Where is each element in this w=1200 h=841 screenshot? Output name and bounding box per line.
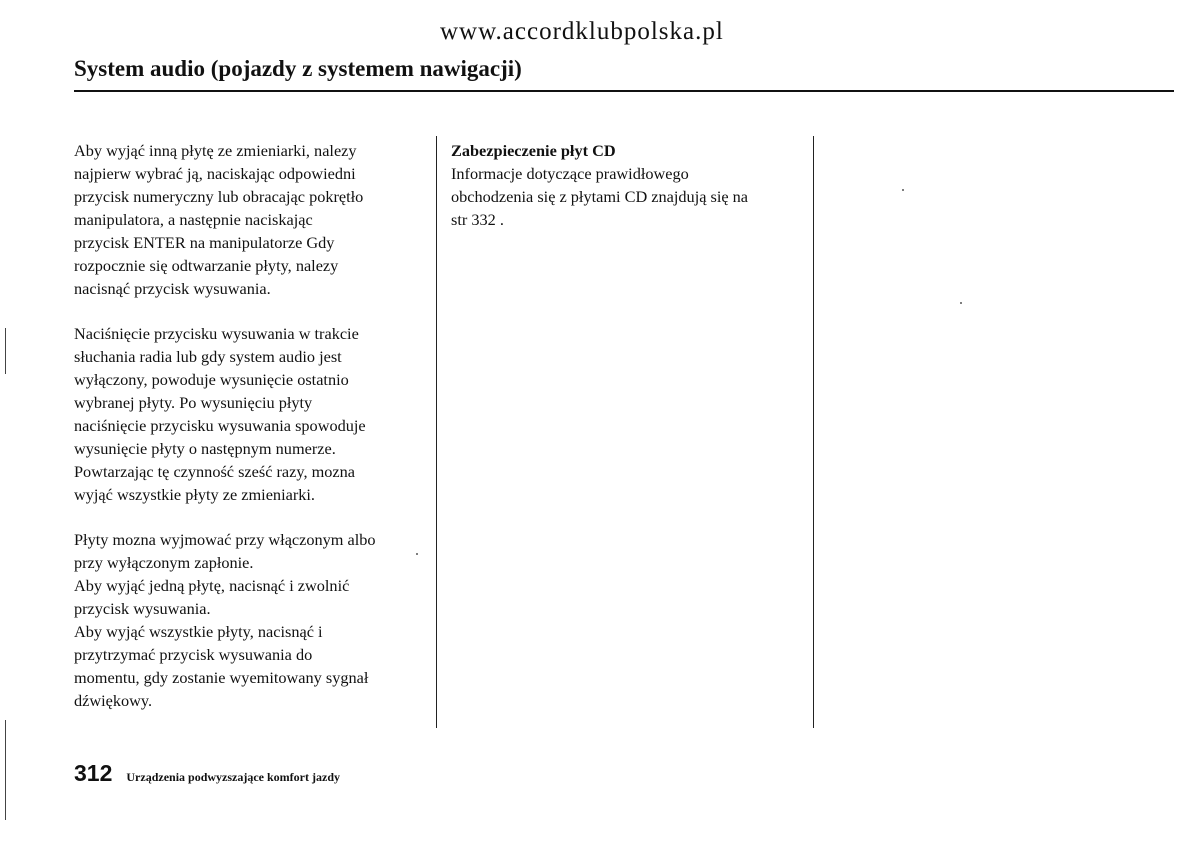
- text-line: słuchania radia lub gdy system audio jest: [74, 347, 342, 366]
- left-column: [74, 139, 424, 734]
- text-line: przycisk wysuwania.: [74, 599, 211, 618]
- text-line: Aby wyjąć inną płytę ze zmieniarki, nalezy: [74, 141, 357, 160]
- scan-edge-mark: [5, 328, 6, 374]
- text-line: najpierw wybrać ją, naciskając odpowiedni: [74, 164, 356, 183]
- text-line: Płyty mozna wyjmować przy włączonym albo: [74, 530, 376, 549]
- text-line: Powtarzając tę czynność sześć razy, mozna: [74, 462, 356, 481]
- scan-edge-mark: [5, 720, 6, 820]
- text-line: wysunięcie płyty o następnym numerze.: [74, 439, 336, 458]
- header-rule: [74, 90, 1174, 92]
- text-line: przycisk numeryczny lub obracając pokrętło: [74, 187, 364, 206]
- column-divider: [436, 136, 437, 728]
- paragraph-1: [74, 139, 424, 300]
- text-line: wyłączony, powoduje wysunięcie ostatnio: [74, 370, 349, 389]
- cd-protection-heading: Zabezpieczenie płyt CD: [451, 141, 616, 160]
- paragraph-3: [74, 528, 424, 712]
- middle-column: [451, 139, 811, 231]
- text-line: Informacje dotyczące prawidłowego: [451, 164, 689, 183]
- text-line: rozpocznie się odtwarzanie płyty, nalezy: [74, 256, 339, 275]
- text-line: momentu, gdy zostanie wyemitowany sygnał: [74, 668, 369, 687]
- scan-speck: [902, 189, 904, 191]
- text-line: naciśnięcie przycisku wysuwania spowoduje: [74, 416, 366, 435]
- scan-speck: [960, 302, 962, 304]
- paragraph-2: [74, 322, 424, 506]
- text-line: obchodzenia się z płytami CD znajdują się na: [451, 187, 749, 206]
- section-title: System audio (pojazdy z systemem nawigacji): [74, 56, 522, 81]
- text-line: nacisnąć przycisk wysuwania.: [74, 279, 271, 298]
- text-line: Aby wyjąć jedną płytę, nacisnąć i zwolnić: [74, 576, 350, 595]
- site-url: www.accordklubpolska.pl: [440, 18, 724, 45]
- page-number: 312: [74, 760, 113, 786]
- text-line: dźwiękowy.: [74, 691, 153, 710]
- text-line: przycisk ENTER na manipulatorze Gdy: [74, 233, 335, 252]
- page-footer: [74, 760, 340, 787]
- page-reference: str 332 .: [451, 210, 504, 229]
- text-line: manipulatora, a następnie naciskając: [74, 210, 313, 229]
- text-line: wyjąć wszystkie płyty ze zmieniarki.: [74, 485, 315, 504]
- column-divider: [813, 136, 814, 728]
- scan-speck: [416, 553, 418, 555]
- text-line: przytrzymać przycisk wysuwania do: [74, 645, 313, 664]
- text-line: wybranej płyty. Po wysunięciu płyty: [74, 393, 313, 412]
- text-line: przy wyłączonym zapłonie.: [74, 553, 254, 572]
- text-line: Aby wyjąć wszystkie płyty, nacisnąć i: [74, 622, 323, 641]
- chapter-title: Urządzenia podwyzszające komfort jazdy: [126, 770, 340, 784]
- text-line: Naciśnięcie przycisku wysuwania w trakcie: [74, 324, 359, 343]
